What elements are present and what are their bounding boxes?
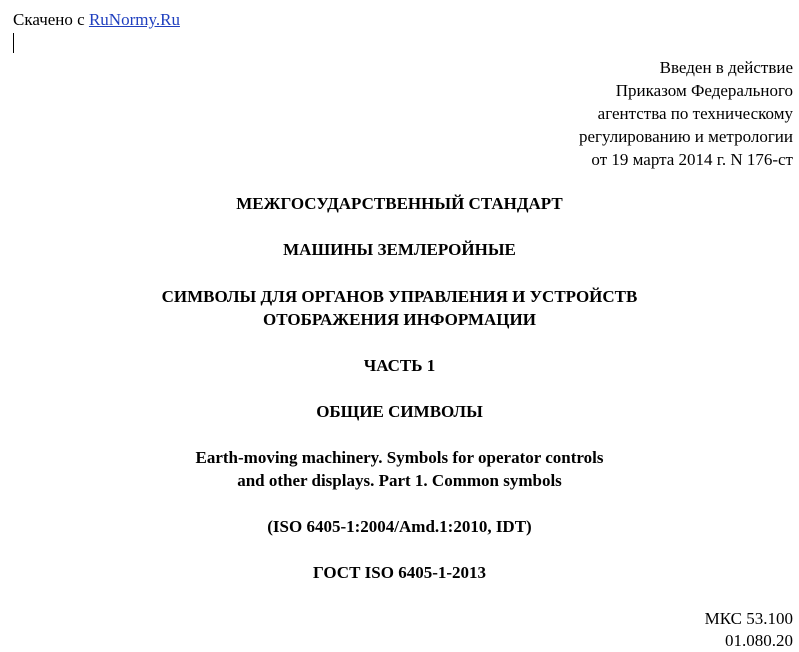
classification-block xyxy=(705,608,793,652)
title-sub xyxy=(0,285,799,331)
text-cursor xyxy=(13,33,14,53)
enactment-line: от 19 марта 2014 г. N 176-ст xyxy=(591,150,793,169)
enactment-line: агентства по техническому xyxy=(597,104,793,123)
standard-designation: ГОСТ ISO 6405-1-2013 xyxy=(312,563,487,582)
part-number: ЧАСТЬ 1 xyxy=(363,356,436,375)
enactment-line: Введен в действие xyxy=(659,58,793,77)
part-title: ОБЩИЕ СИМВОЛЫ xyxy=(316,402,483,421)
title-sub-line: ОТОБРАЖЕНИЯ ИНФОРМАЦИИ xyxy=(263,310,536,329)
enactment-line: регулированию и метрологии xyxy=(578,127,793,146)
english-title xyxy=(0,446,799,492)
enactment-line: Приказом Федерального xyxy=(615,81,793,100)
downloaded-prefix: Скачено с xyxy=(13,10,85,29)
enactment-block xyxy=(579,56,793,171)
source-line xyxy=(13,10,180,30)
english-title-line: and other displays. Part 1. Common symbols xyxy=(237,471,562,490)
classification-line: МКС 53.100 xyxy=(704,609,793,628)
title-main: МАШИНЫ ЗЕМЛЕРОЙНЫЕ xyxy=(283,240,516,259)
source-link[interactable]: RuNormy.Ru xyxy=(88,10,180,29)
title-sub-line: СИМВОЛЫ ДЛЯ ОРГАНОВ УПРАВЛЕНИЯ И УСТРОЙСТВ xyxy=(161,287,638,306)
english-title-line: Earth-moving machinery. Symbols for operator controls xyxy=(195,448,604,467)
standard-type: МЕЖГОСУДАРСТВЕННЫЙ СТАНДАРТ xyxy=(236,194,563,213)
classification-line: 01.080.20 xyxy=(725,631,793,650)
iso-reference: (ISO 6405-1:2004/Amd.1:2010, IDT) xyxy=(267,517,532,536)
